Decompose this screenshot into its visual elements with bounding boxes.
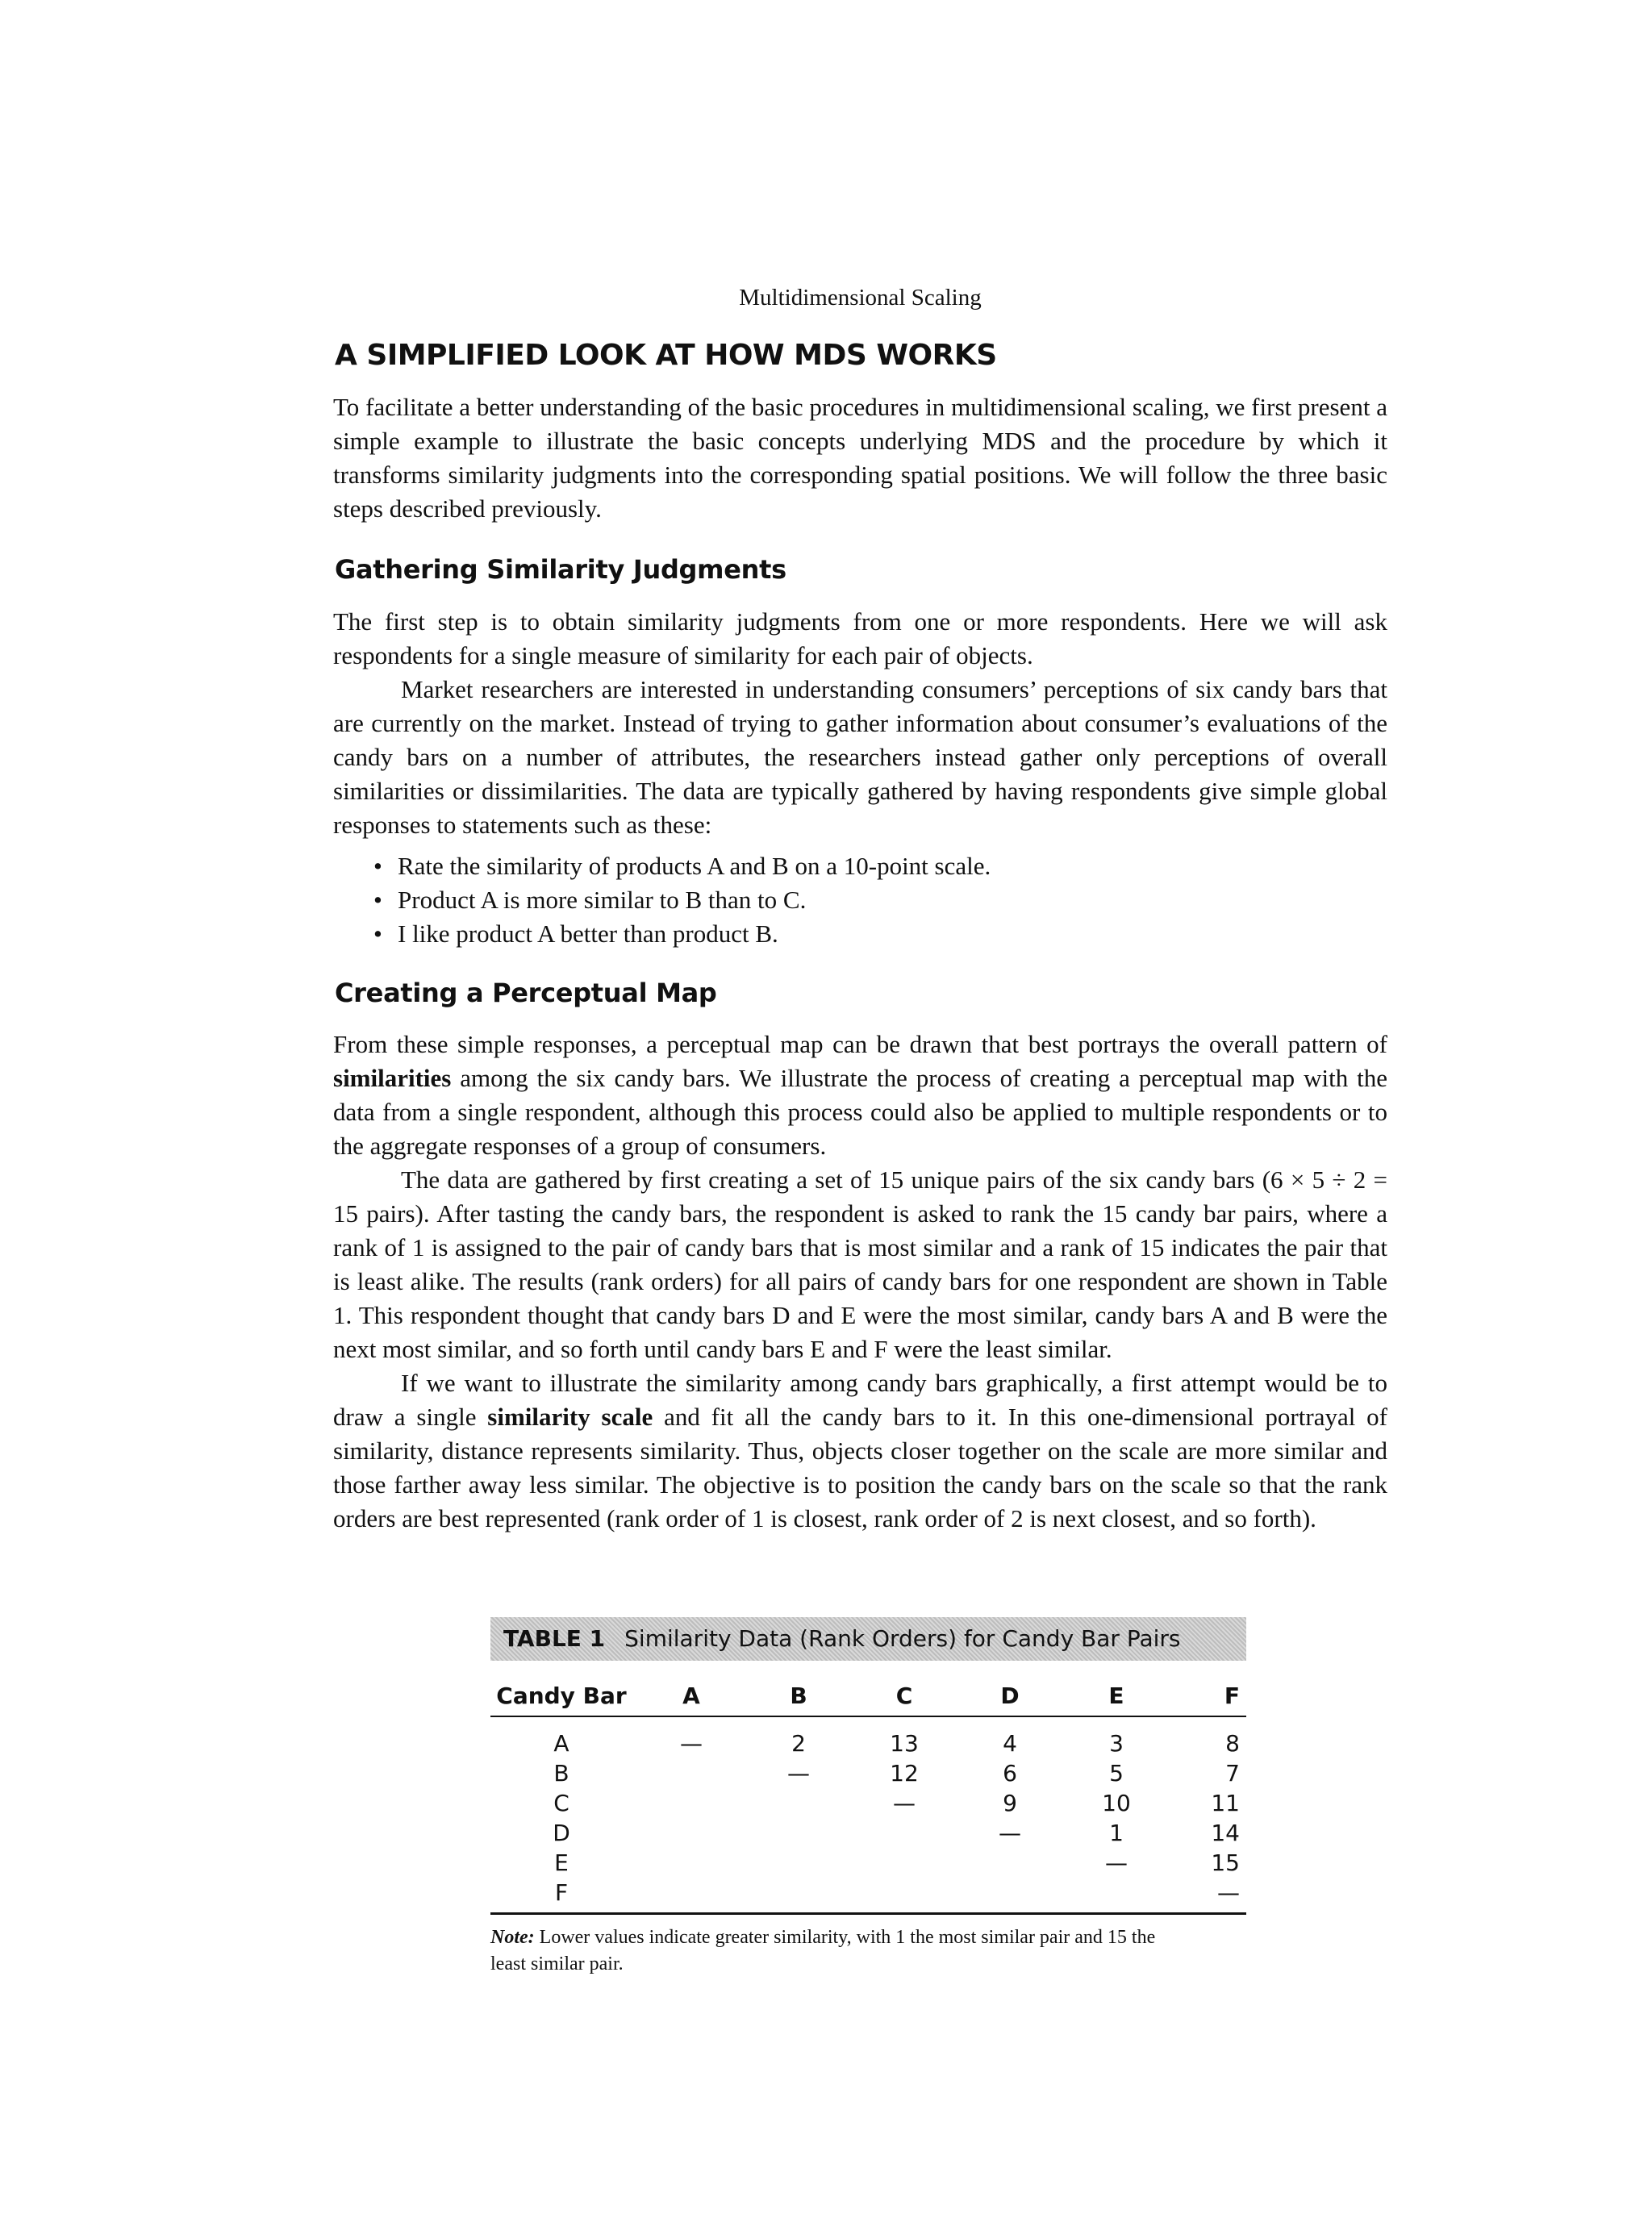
bullet-marker: • xyxy=(373,852,382,880)
table-cell xyxy=(750,1788,847,1818)
list-item xyxy=(333,883,1387,917)
running-head: Multidimensional Scaling xyxy=(739,285,982,311)
table-cell xyxy=(750,1848,847,1878)
intro-paragraph xyxy=(333,390,1387,526)
table-cell xyxy=(750,1818,847,1848)
note-text: Lower values indicate greater similarity, with 1 the most similar pair and 15 the least similar pair. xyxy=(490,1927,1156,1974)
column-header: D xyxy=(962,1675,1058,1716)
list-item xyxy=(333,917,1387,951)
table-row xyxy=(490,1848,1246,1878)
statement-list xyxy=(333,849,1387,951)
list-item-text: I like product A better than product B. xyxy=(398,919,778,948)
table-cell xyxy=(847,1818,962,1848)
table-cell xyxy=(1058,1878,1174,1914)
table-cell xyxy=(750,1878,847,1914)
column-header: B xyxy=(750,1675,847,1716)
table-row xyxy=(490,1788,1246,1818)
row-label: D xyxy=(553,1820,570,1846)
table-cell: 5 xyxy=(1109,1760,1124,1787)
table-cell xyxy=(632,1758,750,1788)
table-label: TABLE 1 xyxy=(503,1625,606,1652)
table-cell: 7 xyxy=(1225,1760,1240,1787)
row-label: A xyxy=(553,1730,569,1757)
table-row xyxy=(490,1758,1246,1788)
intro-text: To facilitate a better understanding of the basic procedures in multidimensional scaling, we first present a simple example to illustrate the basic concepts underlying MDS and the procedure by which it transforms similarity judgments into the corresponding spatial positions. We will follow the three basic steps described previously. xyxy=(333,393,1387,523)
gathering-paragraph-2: Market researchers are interested in understanding consumers’ perceptions of six candy bars that are currently on the market. Instead of trying to gather information about consumer’s evaluations of the candy bars on a number of attributes, the researchers instead gather only perceptions of overall similarities or dissimilarities. The data are typically gathered by having respondents give simple global responses to statements such as these: xyxy=(333,675,1387,839)
gathering-section-body xyxy=(333,605,1387,951)
row-label: E xyxy=(554,1849,569,1876)
table-header-row xyxy=(490,1675,1246,1716)
bullet-marker: • xyxy=(373,919,382,948)
table-cell: — xyxy=(680,1730,703,1757)
table-cell: 9 xyxy=(1003,1790,1017,1816)
subsection-heading-gathering: Gathering Similarity Judgments xyxy=(335,554,786,585)
column-header: C xyxy=(847,1675,962,1716)
table-cell xyxy=(962,1878,1058,1914)
table-cell xyxy=(962,1848,1058,1878)
table-row xyxy=(490,1716,1246,1758)
note-label: Note: xyxy=(490,1927,535,1948)
column-header: Candy Bar xyxy=(490,1675,632,1716)
rank-order-table xyxy=(490,1675,1246,1915)
table-cell: 4 xyxy=(1003,1730,1017,1757)
table-cell: 2 xyxy=(791,1730,806,1757)
perceptual-paragraph-1 xyxy=(333,1028,1387,1163)
list-item-text: Rate the similarity of products A and B on a 10-point scale. xyxy=(398,852,991,880)
table-cell xyxy=(632,1818,750,1848)
column-header: A xyxy=(632,1675,750,1716)
row-label: C xyxy=(553,1790,569,1816)
key-term-similarity-scale: similarity scale xyxy=(487,1403,653,1431)
table-cell: 1 xyxy=(1109,1820,1124,1846)
table-cell: 11 xyxy=(1211,1790,1240,1816)
column-header: F xyxy=(1174,1675,1246,1716)
perceptual-paragraph-3 xyxy=(333,1366,1387,1536)
table-cell: — xyxy=(893,1790,916,1816)
table-cell: — xyxy=(999,1820,1021,1846)
table-cell: 8 xyxy=(1225,1730,1240,1757)
list-item-text: Product A is more similar to B than to C. xyxy=(398,886,807,914)
table-cell: 6 xyxy=(1003,1760,1017,1787)
subsection-heading-perceptual-map: Creating a Perceptual Map xyxy=(335,978,717,1008)
table-cell: 3 xyxy=(1109,1730,1124,1757)
perceptual-map-section-body xyxy=(333,1028,1387,1536)
table-cell xyxy=(632,1788,750,1818)
table-cell: — xyxy=(1105,1849,1128,1876)
text-run: among the six candy bars. We illustrate the process of creating a perceptual map with the data from a single respondent, although this process could also be applied to multiple respondents or to the aggregate responses of a group of consumers. xyxy=(333,1064,1387,1160)
similarity-table xyxy=(490,1617,1246,1978)
gathering-paragraph-1: The first step is to obtain similarity judgments from one or more respondents. Here we will ask respondents for a single measure of similarity for each pair of objects. xyxy=(333,607,1387,669)
column-header: E xyxy=(1058,1675,1174,1716)
text-run: and fit all the candy bars to it. In this one-dimensional portrayal of similarity, distance represents similarity. Thus, objects closer together on the scale are more similar and those farther away less similar. The objective is to position the candy bars on the scale so that the rank orders are best represented (rank order of 1 is closest, rank order of 2 is next closest, and so forth). xyxy=(333,1403,1387,1532)
perceptual-paragraph-2: The data are gathered by first creating a set of 15 unique pairs of the six candy bars (6 × 5 ÷ 2 = 15 pairs). After tasting the candy bars, the respondent is asked to rank the 15 candy bar pairs, where a rank of 1 is assigned to the pair of candy bars that is most similar and a rank of 15 indicates the pair that is least alike. The results (rank orders) for all pairs of candy bars for one respondent are shown in Table 1. This respondent thought that candy bars D and E were the most similar, candy bars A and B were the next most similar, and so forth until candy bars E and F were the least similar. xyxy=(333,1165,1387,1363)
list-item xyxy=(333,849,1387,883)
text-run: If we want to illustrate the similarity among candy bars graphically, a first attempt would be to draw a single xyxy=(333,1369,1387,1431)
row-label: F xyxy=(490,1878,632,1914)
row-label: B xyxy=(553,1760,569,1787)
table-row xyxy=(490,1818,1246,1848)
table-cell: 12 xyxy=(890,1760,919,1787)
table-cell xyxy=(632,1848,750,1878)
table-cell: — xyxy=(1174,1878,1246,1914)
table-cell xyxy=(632,1878,750,1914)
table-title: Similarity Data (Rank Orders) for Candy Bar Pairs xyxy=(624,1625,1181,1652)
table-note xyxy=(490,1924,1184,1978)
table-cell xyxy=(847,1878,962,1914)
table-cell: 15 xyxy=(1211,1849,1240,1876)
section-heading: A SIMPLIFIED LOOK AT HOW MDS WORKS xyxy=(335,339,997,372)
table-cell: — xyxy=(787,1760,810,1787)
bullet-marker: • xyxy=(373,886,382,914)
table-cell: 13 xyxy=(890,1730,919,1757)
table-cell xyxy=(847,1848,962,1878)
table-row xyxy=(490,1878,1246,1914)
table-cell: 10 xyxy=(1102,1790,1131,1816)
table-caption xyxy=(490,1617,1246,1661)
text-run: From these simple responses, a perceptual map can be drawn that best portrays the overall pattern of xyxy=(333,1030,1387,1058)
key-term-similarities: similarities xyxy=(333,1064,452,1092)
table-cell: 14 xyxy=(1211,1820,1240,1846)
